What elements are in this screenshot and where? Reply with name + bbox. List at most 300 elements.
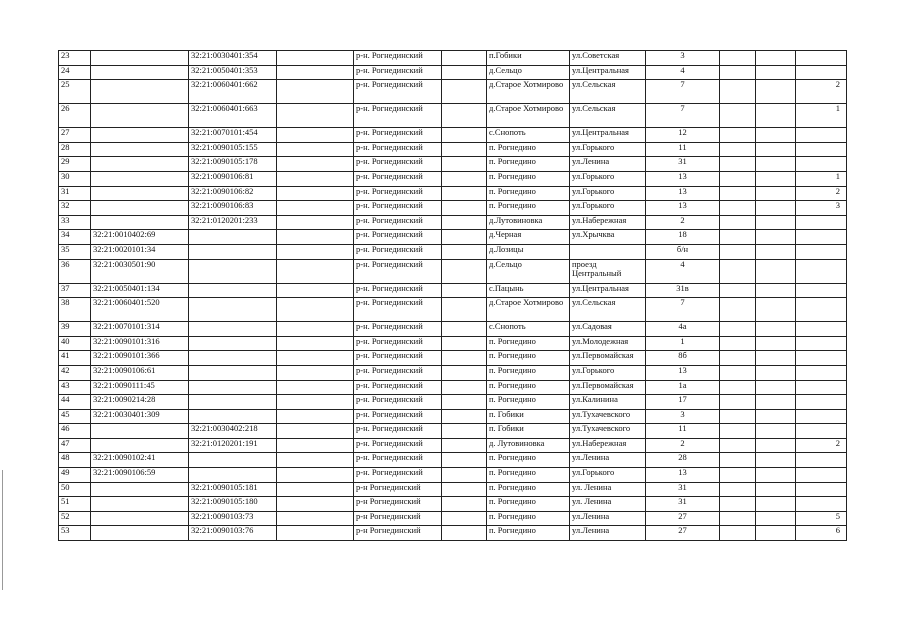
cadastral-number-land-cell: 32:21:0020101:34 — [91, 244, 189, 259]
cadastral-number-land-cell — [91, 65, 189, 80]
apartment-number-cell — [796, 351, 847, 366]
blank-col-6-cell — [442, 497, 487, 512]
settlement-cell: п. Рогнедино — [487, 482, 570, 497]
cadastral-number-building-cell: 32:21:0060401:663 — [189, 104, 277, 128]
street-cell: ул.Ленина — [570, 157, 646, 172]
blank-col-4-cell — [277, 298, 354, 322]
district-cell: р-н. Рогнединский — [354, 171, 442, 186]
blank-col-11-cell — [756, 482, 796, 497]
cadastral-number-land-cell: 32:21:0060401:520 — [91, 298, 189, 322]
street-cell: ул.Горького — [570, 186, 646, 201]
blank-col-4-cell — [277, 526, 354, 541]
cadastral-number-land-cell — [91, 497, 189, 512]
street-cell: ул.Сельская — [570, 298, 646, 322]
blank-col-4-cell — [277, 497, 354, 512]
table-row — [59, 336, 847, 351]
house-number-cell: 11 — [646, 142, 720, 157]
table-row — [59, 351, 847, 366]
blank-col-10-cell — [720, 409, 756, 424]
cadastral-number-building-cell: 32:21:0120201:233 — [189, 215, 277, 230]
table-row — [59, 171, 847, 186]
street-cell: ул.Тухачевского — [570, 409, 646, 424]
house-number-cell: 4 — [646, 65, 720, 80]
blank-col-11-cell — [756, 526, 796, 541]
settlement-cell: п. Рогнедино — [487, 186, 570, 201]
apartment-number-cell — [796, 322, 847, 337]
settlement-cell: п. Рогнедино — [487, 365, 570, 380]
apartment-number-cell — [796, 283, 847, 298]
district-cell: р-н. Рогнединский — [354, 128, 442, 143]
row-number-cell: 37 — [59, 283, 91, 298]
blank-col-6-cell — [442, 244, 487, 259]
street-cell: ул.Молодежная — [570, 336, 646, 351]
street-cell: ул.Сельская — [570, 104, 646, 128]
cadastral-number-building-cell — [189, 283, 277, 298]
table-row — [59, 497, 847, 512]
table-row — [59, 80, 847, 104]
blank-col-10-cell — [720, 142, 756, 157]
cadastral-number-land-cell — [91, 104, 189, 128]
cadastral-number-land-cell: 32:21:0090106:61 — [91, 365, 189, 380]
blank-col-10-cell — [720, 186, 756, 201]
blank-col-10-cell — [720, 511, 756, 526]
blank-col-6-cell — [442, 215, 487, 230]
apartment-number-cell: 2 — [796, 80, 847, 104]
blank-col-4-cell — [277, 142, 354, 157]
blank-col-10-cell — [720, 104, 756, 128]
settlement-cell: п. Рогнедино — [487, 453, 570, 468]
cadastral-number-land-cell — [91, 482, 189, 497]
district-cell: р-н. Рогнединский — [354, 395, 442, 410]
blank-col-6-cell — [442, 336, 487, 351]
cadastral-number-land-cell: 32:21:0050401:134 — [91, 283, 189, 298]
apartment-number-cell — [796, 497, 847, 512]
cadastral-number-land-cell: 32:21:0090101:366 — [91, 351, 189, 366]
district-cell: р-н. Рогнединский — [354, 424, 442, 439]
cadastral-number-land-cell: 32:21:0010402:69 — [91, 230, 189, 245]
district-cell: р-н. Рогнединский — [354, 283, 442, 298]
row-number-cell: 52 — [59, 511, 91, 526]
blank-col-4-cell — [277, 409, 354, 424]
house-number-cell: 11 — [646, 424, 720, 439]
row-number-cell: 53 — [59, 526, 91, 541]
blank-col-4-cell — [277, 283, 354, 298]
house-number-cell: 1 — [646, 336, 720, 351]
table-row — [59, 186, 847, 201]
street-cell: ул.Горького — [570, 171, 646, 186]
cadastral-number-building-cell — [189, 336, 277, 351]
blank-col-6-cell — [442, 171, 487, 186]
table-row — [59, 511, 847, 526]
apartment-number-cell: 3 — [796, 201, 847, 216]
district-cell: р-н. Рогнединский — [354, 453, 442, 468]
street-cell: проезд Центральный — [570, 259, 646, 283]
district-cell: р-н. Рогнединский — [354, 142, 442, 157]
district-cell: р-н. Рогнединский — [354, 298, 442, 322]
scan-edge-mark — [2, 470, 3, 590]
house-number-cell: 31в — [646, 283, 720, 298]
apartment-number-cell — [796, 453, 847, 468]
blank-col-6-cell — [442, 468, 487, 483]
settlement-cell: д.Старое Хотмирово — [487, 104, 570, 128]
house-number-cell: 3 — [646, 51, 720, 66]
blank-col-6-cell — [442, 128, 487, 143]
cadastral-number-building-cell — [189, 395, 277, 410]
house-number-cell: 17 — [646, 395, 720, 410]
blank-col-6-cell — [442, 395, 487, 410]
row-number-cell: 50 — [59, 482, 91, 497]
blank-col-6-cell — [442, 201, 487, 216]
house-number-cell: 13 — [646, 468, 720, 483]
blank-col-10-cell — [720, 526, 756, 541]
blank-col-6-cell — [442, 409, 487, 424]
blank-col-11-cell — [756, 380, 796, 395]
settlement-cell: д.Сельцо — [487, 65, 570, 80]
blank-col-4-cell — [277, 128, 354, 143]
apartment-number-cell — [796, 51, 847, 66]
street-cell — [570, 244, 646, 259]
blank-col-11-cell — [756, 438, 796, 453]
street-cell: ул.Хрычква — [570, 230, 646, 245]
settlement-cell: д.Сельцо — [487, 259, 570, 283]
district-cell: р-н. Рогнединский — [354, 230, 442, 245]
house-number-cell: 7 — [646, 80, 720, 104]
table-row — [59, 365, 847, 380]
house-number-cell: 31 — [646, 482, 720, 497]
table-row — [59, 424, 847, 439]
cadastral-number-land-cell — [91, 424, 189, 439]
row-number-cell: 51 — [59, 497, 91, 512]
table-row — [59, 395, 847, 410]
apartment-number-cell — [796, 424, 847, 439]
blank-col-6-cell — [442, 142, 487, 157]
cadastral-number-land-cell: 32:21:0090102:41 — [91, 453, 189, 468]
blank-col-11-cell — [756, 80, 796, 104]
blank-col-6-cell — [442, 438, 487, 453]
blank-col-4-cell — [277, 51, 354, 66]
house-number-cell: 8б — [646, 351, 720, 366]
row-number-cell: 39 — [59, 322, 91, 337]
settlement-cell: п. Рогнедино — [487, 511, 570, 526]
table-row — [59, 259, 847, 283]
row-number-cell: 38 — [59, 298, 91, 322]
table-row — [59, 322, 847, 337]
cadastral-number-land-cell: 32:21:0090106:59 — [91, 468, 189, 483]
cadastral-number-land-cell — [91, 80, 189, 104]
table-row — [59, 157, 847, 172]
street-cell: ул.Первомайская — [570, 380, 646, 395]
apartment-number-cell — [796, 157, 847, 172]
settlement-cell: д.Черная — [487, 230, 570, 245]
blank-col-6-cell — [442, 65, 487, 80]
blank-col-10-cell — [720, 482, 756, 497]
blank-col-6-cell — [442, 511, 487, 526]
blank-col-10-cell — [720, 215, 756, 230]
table-row — [59, 482, 847, 497]
cadastral-number-building-cell: 32:21:0090105:155 — [189, 142, 277, 157]
blank-col-11-cell — [756, 230, 796, 245]
cadastral-number-building-cell: 32:21:0120201:191 — [189, 438, 277, 453]
blank-col-10-cell — [720, 497, 756, 512]
blank-col-11-cell — [756, 336, 796, 351]
district-cell: р-н. Рогнединский — [354, 365, 442, 380]
blank-col-6-cell — [442, 453, 487, 468]
blank-col-10-cell — [720, 259, 756, 283]
blank-col-10-cell — [720, 171, 756, 186]
table-row — [59, 468, 847, 483]
table-row — [59, 201, 847, 216]
blank-col-10-cell — [720, 453, 756, 468]
table-row — [59, 438, 847, 453]
settlement-cell: п. Гобики — [487, 424, 570, 439]
blank-col-10-cell — [720, 424, 756, 439]
street-cell: ул.Центральная — [570, 65, 646, 80]
row-number-cell: 23 — [59, 51, 91, 66]
blank-col-4-cell — [277, 186, 354, 201]
blank-col-11-cell — [756, 511, 796, 526]
apartment-number-cell — [796, 409, 847, 424]
row-number-cell: 29 — [59, 157, 91, 172]
cadastral-number-land-cell — [91, 186, 189, 201]
blank-col-11-cell — [756, 497, 796, 512]
table-row — [59, 230, 847, 245]
blank-col-10-cell — [720, 380, 756, 395]
street-cell: ул.Горького — [570, 365, 646, 380]
row-number-cell: 43 — [59, 380, 91, 395]
cadastral-number-building-cell: 32:21:0090106:81 — [189, 171, 277, 186]
row-number-cell: 31 — [59, 186, 91, 201]
apartment-number-cell: 1 — [796, 104, 847, 128]
blank-col-11-cell — [756, 259, 796, 283]
settlement-cell: п. Рогнедино — [487, 351, 570, 366]
settlement-cell: д.Лутовиновка — [487, 215, 570, 230]
blank-col-6-cell — [442, 322, 487, 337]
street-cell: ул.Горького — [570, 142, 646, 157]
row-number-cell: 36 — [59, 259, 91, 283]
table-row — [59, 526, 847, 541]
street-cell: ул. Ленина — [570, 497, 646, 512]
district-cell: р-н. Рогнединский — [354, 380, 442, 395]
row-number-cell: 24 — [59, 65, 91, 80]
cadastral-number-land-cell: 32:21:0030401:309 — [91, 409, 189, 424]
blank-col-6-cell — [442, 157, 487, 172]
blank-col-4-cell — [277, 322, 354, 337]
blank-col-4-cell — [277, 65, 354, 80]
cadastral-number-land-cell: 32:21:0070101:314 — [91, 322, 189, 337]
cadastral-number-building-cell: 32:21:0060401:662 — [189, 80, 277, 104]
blank-col-4-cell — [277, 365, 354, 380]
house-number-cell: 31 — [646, 497, 720, 512]
row-number-cell: 48 — [59, 453, 91, 468]
blank-col-10-cell — [720, 438, 756, 453]
row-number-cell: 32 — [59, 201, 91, 216]
apartment-number-cell: 5 — [796, 511, 847, 526]
row-number-cell: 44 — [59, 395, 91, 410]
cadastral-number-building-cell: 32:21:0050401:353 — [189, 65, 277, 80]
blank-col-10-cell — [720, 51, 756, 66]
apartment-number-cell — [796, 65, 847, 80]
apartment-number-cell — [796, 259, 847, 283]
row-number-cell: 42 — [59, 365, 91, 380]
settlement-cell: п. Рогнедино — [487, 380, 570, 395]
cadastral-number-building-cell — [189, 453, 277, 468]
street-cell: ул.Садовая — [570, 322, 646, 337]
cadastral-number-building-cell: 32:21:0030402:218 — [189, 424, 277, 439]
blank-col-10-cell — [720, 157, 756, 172]
blank-col-10-cell — [720, 336, 756, 351]
cadastral-number-land-cell: 32:21:0030501:90 — [91, 259, 189, 283]
cadastral-number-building-cell: 32:21:0090106:83 — [189, 201, 277, 216]
row-number-cell: 45 — [59, 409, 91, 424]
district-cell: р-н. Рогнединский — [354, 259, 442, 283]
blank-col-11-cell — [756, 322, 796, 337]
apartment-number-cell — [796, 365, 847, 380]
blank-col-10-cell — [720, 128, 756, 143]
blank-col-4-cell — [277, 395, 354, 410]
blank-col-6-cell — [442, 380, 487, 395]
table-row — [59, 380, 847, 395]
cadastral-number-land-cell — [91, 526, 189, 541]
table-row — [59, 142, 847, 157]
blank-col-11-cell — [756, 186, 796, 201]
row-number-cell: 30 — [59, 171, 91, 186]
blank-col-6-cell — [442, 482, 487, 497]
cadastral-number-building-cell: 32:21:0070101:454 — [189, 128, 277, 143]
blank-col-6-cell — [442, 259, 487, 283]
apartment-number-cell — [796, 380, 847, 395]
cadastral-number-land-cell — [91, 511, 189, 526]
blank-col-6-cell — [442, 283, 487, 298]
apartment-number-cell — [796, 298, 847, 322]
settlement-cell: с.Пацынь — [487, 283, 570, 298]
cadastral-number-land-cell: 32:21:0090111:45 — [91, 380, 189, 395]
blank-col-11-cell — [756, 453, 796, 468]
house-number-cell: 2 — [646, 438, 720, 453]
cadastral-number-building-cell — [189, 380, 277, 395]
settlement-cell: п. Рогнедино — [487, 201, 570, 216]
blank-col-11-cell — [756, 142, 796, 157]
cadastral-number-building-cell — [189, 230, 277, 245]
apartment-number-cell — [796, 215, 847, 230]
street-cell: ул.Центральная — [570, 128, 646, 143]
row-number-cell: 34 — [59, 230, 91, 245]
blank-col-11-cell — [756, 424, 796, 439]
blank-col-11-cell — [756, 65, 796, 80]
table-row — [59, 283, 847, 298]
row-number-cell: 47 — [59, 438, 91, 453]
district-cell: р-н. Рогнединский — [354, 186, 442, 201]
blank-col-11-cell — [756, 395, 796, 410]
cadastral-number-building-cell — [189, 351, 277, 366]
house-number-cell: 27 — [646, 526, 720, 541]
blank-col-4-cell — [277, 453, 354, 468]
table-row — [59, 51, 847, 66]
table-row — [59, 65, 847, 80]
registry-body — [59, 51, 847, 541]
house-number-cell: 18 — [646, 230, 720, 245]
apartment-number-cell — [796, 142, 847, 157]
blank-col-10-cell — [720, 395, 756, 410]
cadastral-number-building-cell: 32:21:0090103:73 — [189, 511, 277, 526]
blank-col-10-cell — [720, 322, 756, 337]
blank-col-4-cell — [277, 215, 354, 230]
cadastral-number-building-cell — [189, 409, 277, 424]
blank-col-4-cell — [277, 424, 354, 439]
house-number-cell: б/н — [646, 244, 720, 259]
blank-col-10-cell — [720, 80, 756, 104]
blank-col-10-cell — [720, 365, 756, 380]
blank-col-6-cell — [442, 230, 487, 245]
blank-col-11-cell — [756, 298, 796, 322]
property-registry-table — [58, 50, 847, 541]
house-number-cell: 31 — [646, 157, 720, 172]
cadastral-number-land-cell — [91, 171, 189, 186]
row-number-cell: 25 — [59, 80, 91, 104]
blank-col-10-cell — [720, 298, 756, 322]
settlement-cell: д.Старое Хотмирово — [487, 298, 570, 322]
settlement-cell: п. Рогнедино — [487, 142, 570, 157]
blank-col-6-cell — [442, 51, 487, 66]
row-number-cell: 27 — [59, 128, 91, 143]
blank-col-11-cell — [756, 283, 796, 298]
row-number-cell: 41 — [59, 351, 91, 366]
row-number-cell: 33 — [59, 215, 91, 230]
apartment-number-cell — [796, 230, 847, 245]
blank-col-4-cell — [277, 104, 354, 128]
blank-col-11-cell — [756, 244, 796, 259]
cadastral-number-land-cell — [91, 438, 189, 453]
blank-col-6-cell — [442, 104, 487, 128]
cadastral-number-building-cell: 32:21:0090106:82 — [189, 186, 277, 201]
district-cell: р-н. Рогнединский — [354, 157, 442, 172]
apartment-number-cell: 2 — [796, 438, 847, 453]
settlement-cell: п. Рогнедино — [487, 395, 570, 410]
settlement-cell: д.Старое Хотмирово — [487, 80, 570, 104]
district-cell: р-н. Рогнединский — [354, 409, 442, 424]
district-cell: р-н. Рогнединский — [354, 336, 442, 351]
row-number-cell: 28 — [59, 142, 91, 157]
house-number-cell: 27 — [646, 511, 720, 526]
settlement-cell: п. Рогнедино — [487, 157, 570, 172]
cadastral-number-land-cell — [91, 51, 189, 66]
blank-col-11-cell — [756, 351, 796, 366]
house-number-cell: 4а — [646, 322, 720, 337]
settlement-cell: с.Снопоть — [487, 322, 570, 337]
house-number-cell: 3 — [646, 409, 720, 424]
settlement-cell: с.Снопоть — [487, 128, 570, 143]
row-number-cell: 49 — [59, 468, 91, 483]
street-cell: ул.Ленина — [570, 511, 646, 526]
settlement-cell: п. Рогнедино — [487, 336, 570, 351]
street-cell: ул.Сельская — [570, 80, 646, 104]
cadastral-number-building-cell — [189, 298, 277, 322]
blank-col-11-cell — [756, 157, 796, 172]
apartment-number-cell — [796, 128, 847, 143]
house-number-cell: 7 — [646, 298, 720, 322]
apartment-number-cell: 2 — [796, 186, 847, 201]
street-cell: ул.Набережная — [570, 438, 646, 453]
blank-col-10-cell — [720, 283, 756, 298]
row-number-cell: 40 — [59, 336, 91, 351]
cadastral-number-building-cell — [189, 244, 277, 259]
apartment-number-cell: 1 — [796, 171, 847, 186]
district-cell: р-н. Рогнединский — [354, 468, 442, 483]
blank-col-4-cell — [277, 482, 354, 497]
district-cell: р-н. Рогнединский — [354, 215, 442, 230]
blank-col-4-cell — [277, 201, 354, 216]
blank-col-11-cell — [756, 171, 796, 186]
blank-col-11-cell — [756, 51, 796, 66]
